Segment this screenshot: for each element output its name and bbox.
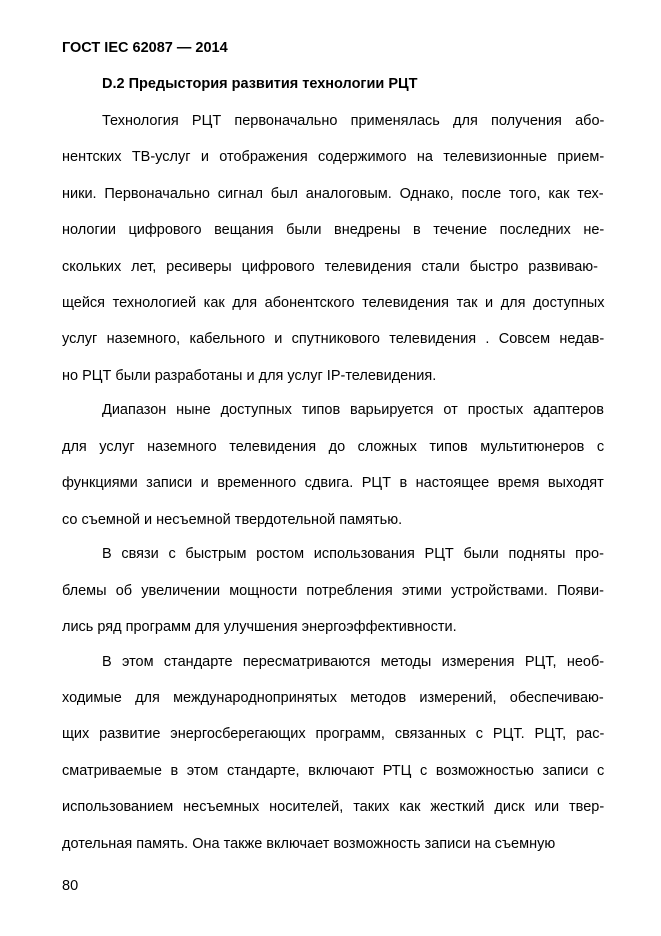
text-line: лись ряд программ для улучшения энергоэффективности. xyxy=(62,619,457,635)
text-line: со съемной и несъемной твердотельной памятью. xyxy=(62,512,403,528)
text-line: сматриваемые в этом стандарте, включают РТЦ с возможностью записи с xyxy=(62,763,605,779)
text-line: нентских ТВ-услуг и отображения содержимого на телевизионные прием- xyxy=(62,149,605,165)
text-line: В этом стандарте пересматриваются методы измерения РЦТ, необ- xyxy=(102,654,605,670)
text-line: ники. Первоначально сигнал был аналоговым. Однако, после того, как тех- xyxy=(62,186,604,202)
text-line: щейся технологией как для абонентского телевидения так и для доступных xyxy=(62,295,605,311)
text-line: для услуг наземного телевидения до сложных типов мультитюнеров с xyxy=(62,439,605,455)
text-line: ходимые для международнопринятых методов измерений, обеспечиваю- xyxy=(62,690,604,706)
text-line: функциями записи и временного сдвига. РЦТ в настоящее время выходят xyxy=(62,475,604,491)
text-line: Диапазон ныне доступных типов варьируется от простых адаптеров xyxy=(102,402,604,418)
section-title: D.2 Предыстория развития технологии РЦТ xyxy=(102,76,418,92)
text-line: дотельная память. Она также включает возможность записи на съемную xyxy=(62,836,556,852)
page-number: 80 xyxy=(62,878,79,894)
text-line: скольких лет, ресиверы цифрового телевидения стали быстро развиваю- xyxy=(62,259,599,275)
text-line: В связи с быстрым ростом использования РЦТ были подняты про- xyxy=(102,546,604,562)
text-line: блемы об увеличении мощности потребления этими устройствами. Появи- xyxy=(62,583,604,599)
text-line: Технология РЦТ первоначально применялась для получения або- xyxy=(102,113,605,129)
text-line: нологии цифрового вещания были внедрены в течение последних не- xyxy=(62,222,605,238)
text-line: щих развитие энергосберегающих программ, связанных с РЦТ. РЦТ, рас- xyxy=(62,726,605,742)
text-line: использованием несъемных носителей, таких как жесткий диск или твер- xyxy=(62,799,605,815)
text-line: но РЦТ были разработаны и для услуг IP-телевидения. xyxy=(62,368,437,384)
document-header: ГОСТ IEC 62087 — 2014 xyxy=(62,40,228,56)
text-line: услуг наземного, кабельного и спутникового телевидения . Совсем недав- xyxy=(62,331,605,347)
